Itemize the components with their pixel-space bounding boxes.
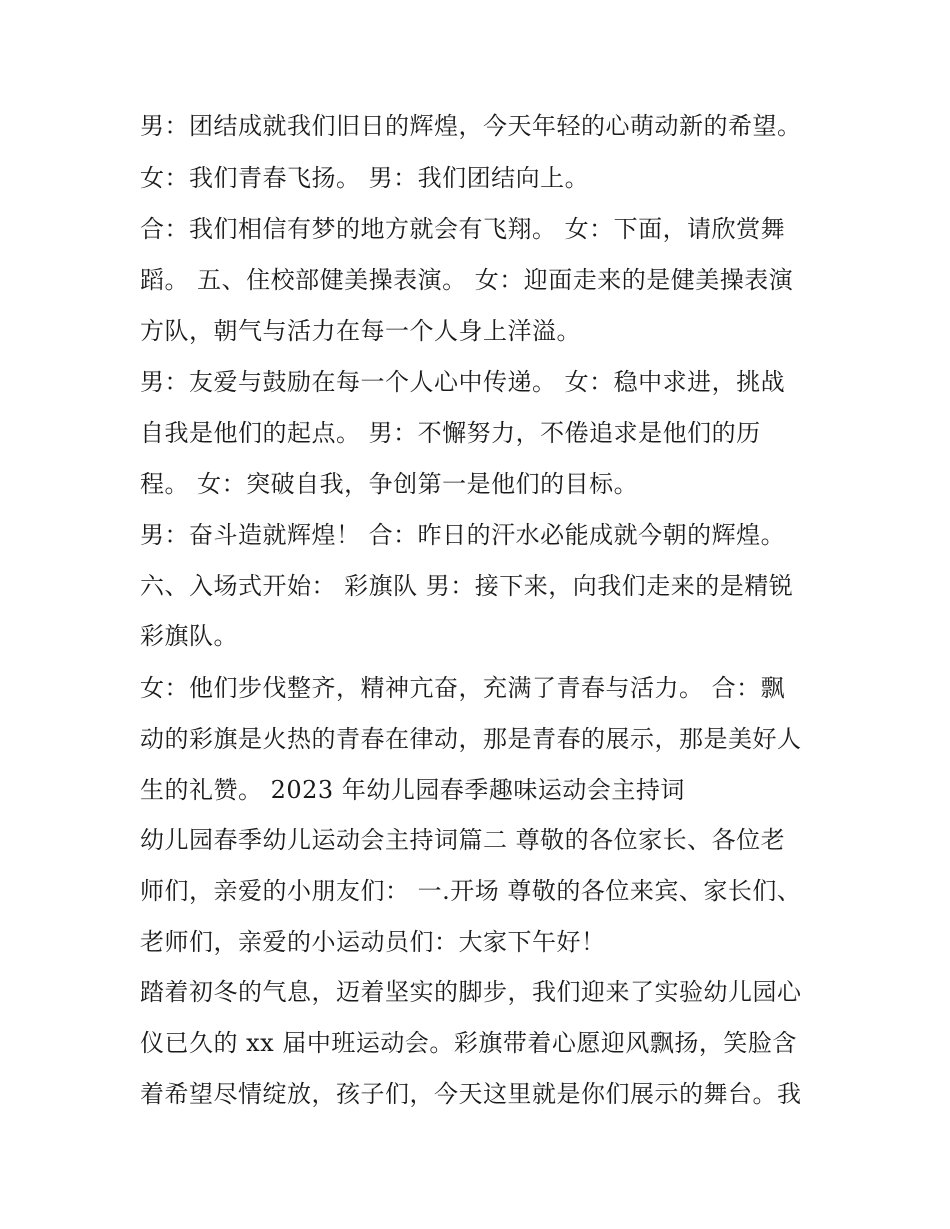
text-line: 幼儿园春季幼儿运动会主持词篇二 尊敬的各位家长、各位老 [140,826,786,854]
text-line: 六、入场式开始： 彩旗队 男：接下来，向我们走来的是精锐 [140,572,794,600]
text-line: 女：我们青春飞扬。 男：我们团结向上。 [140,164,590,192]
text-line: 仪已久的 xx 届中班运动会。彩旗带着心愿迎风飘扬，笑脸含 [140,1029,797,1057]
text-line: 动的彩旗是火热的青春在律动，那是青春的展示，那是美好人 [140,725,802,753]
text-line: 自我是他们的起点。 男：不懈努力，不倦追求是他们的历 [140,419,761,447]
text-line: 程。 女：突破自我，争创第一是他们的目标。 [140,470,639,498]
text-line: 彩旗队。 [140,622,238,650]
text-line: 着希望尽情绽放，孩子们，今天这里就是你们展示的舞台。我 [140,1080,802,1108]
text-line: 男：友爱与鼓励在每一个人心中传递。 女：稳中求进，挑战 [140,368,786,396]
text-line: 老师们，亲爱的小运动员们：大家下午好！ [140,928,606,956]
text-line: 生的礼赞。 2023 年幼儿园春季趣味运动会主持词 [140,776,685,804]
text-line: 合：我们相信有梦的地方就会有飞翔。 女：下面，请欣赏舞 [140,215,786,243]
text-line: 方队，朝气与活力在每一个人身上洋溢。 [140,317,581,345]
text-line: 男：奋斗造就辉煌！ 合：昨日的汗水必能成就今朝的辉煌。 [140,521,786,549]
text-line: 蹈。 五、住校部健美操表演。 女：迎面走来的是健美操表演 [140,266,794,294]
text-line: 踏着初冬的气息，迈着坚实的脚步，我们迎来了实验幼儿园心 [140,978,802,1006]
text-line: 女：他们步伐整齐，精神亢奋，充满了青春与活力。 合：飘 [140,674,786,702]
text-line: 师们，亲爱的小朋友们： 一.开场 尊敬的各位来宾、家长们、 [140,877,802,905]
text-line: 男：团结成就我们旧日的辉煌，今天年轻的心萌动新的希望。 [140,112,802,140]
